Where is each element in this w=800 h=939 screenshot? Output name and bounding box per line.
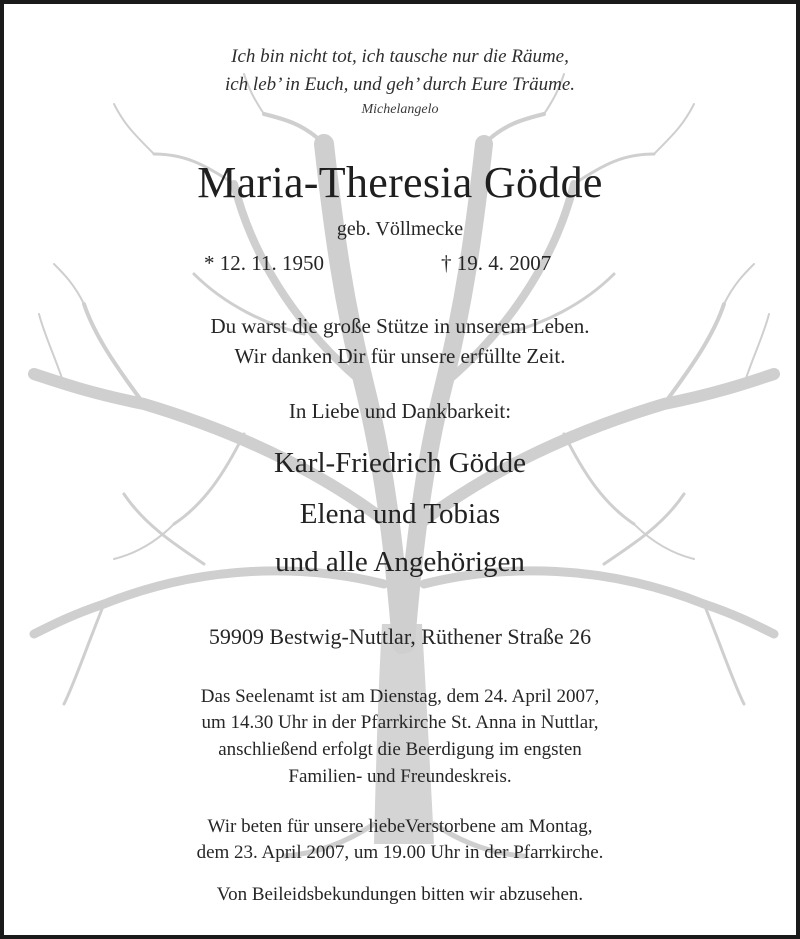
service-line: Familien- und Freundeskreis. (288, 766, 512, 787)
birth-date: * 12. 11. 1950 (204, 251, 324, 275)
address: 59909 Bestwig-Nuttlar, Rüthener Straße 26 (208, 624, 592, 649)
prayer-line: Wir beten für unsere liebeVerstorbene am Montag, (207, 816, 593, 837)
tribute-line-2: Wir danken Dir für unsere erfüllte Zeit. (234, 344, 566, 368)
service-line: Das Seelenamt ist am Dienstag, dem 24. April 2007, (200, 686, 600, 707)
quote-author: Michelangelo (361, 102, 439, 117)
mourner-name: Elena und Tobias (299, 498, 501, 530)
death-date: † 19. 4. 2007 (441, 251, 552, 275)
prayer-line: dem 23. April 2007, um 19.00 Uhr in der Pfarrkirche. (196, 842, 604, 863)
maiden-name: geb. Völlmecke (336, 218, 464, 240)
service-line: um 14.30 Uhr in der Pfarrkirche St. Anna in Nuttlar, (201, 712, 599, 733)
tribute-line-1: Du warst die große Stütze in unserem Leben. (210, 314, 590, 338)
service-line: anschließend erfolgt die Beerdigung im engsten (218, 739, 582, 760)
quote-line-1: Ich bin nicht tot, ich tausche nur die Räume, (231, 46, 569, 67)
life-dates (4, 251, 796, 279)
mourner-name: und alle Angehörigen (275, 546, 525, 578)
mourners-intro: In Liebe und Dankbarkeit: (288, 399, 512, 423)
deceased-name: Maria-Theresia Gödde (197, 158, 603, 207)
mourner-name: Karl-Friedrich Gödde (273, 447, 527, 479)
condolence-note: Von Beileidsbekundungen bitten wir abzusehen. (216, 884, 584, 905)
quote-line-2: ich leb’ in Euch, und geh’ durch Eure Träume. (224, 74, 576, 95)
